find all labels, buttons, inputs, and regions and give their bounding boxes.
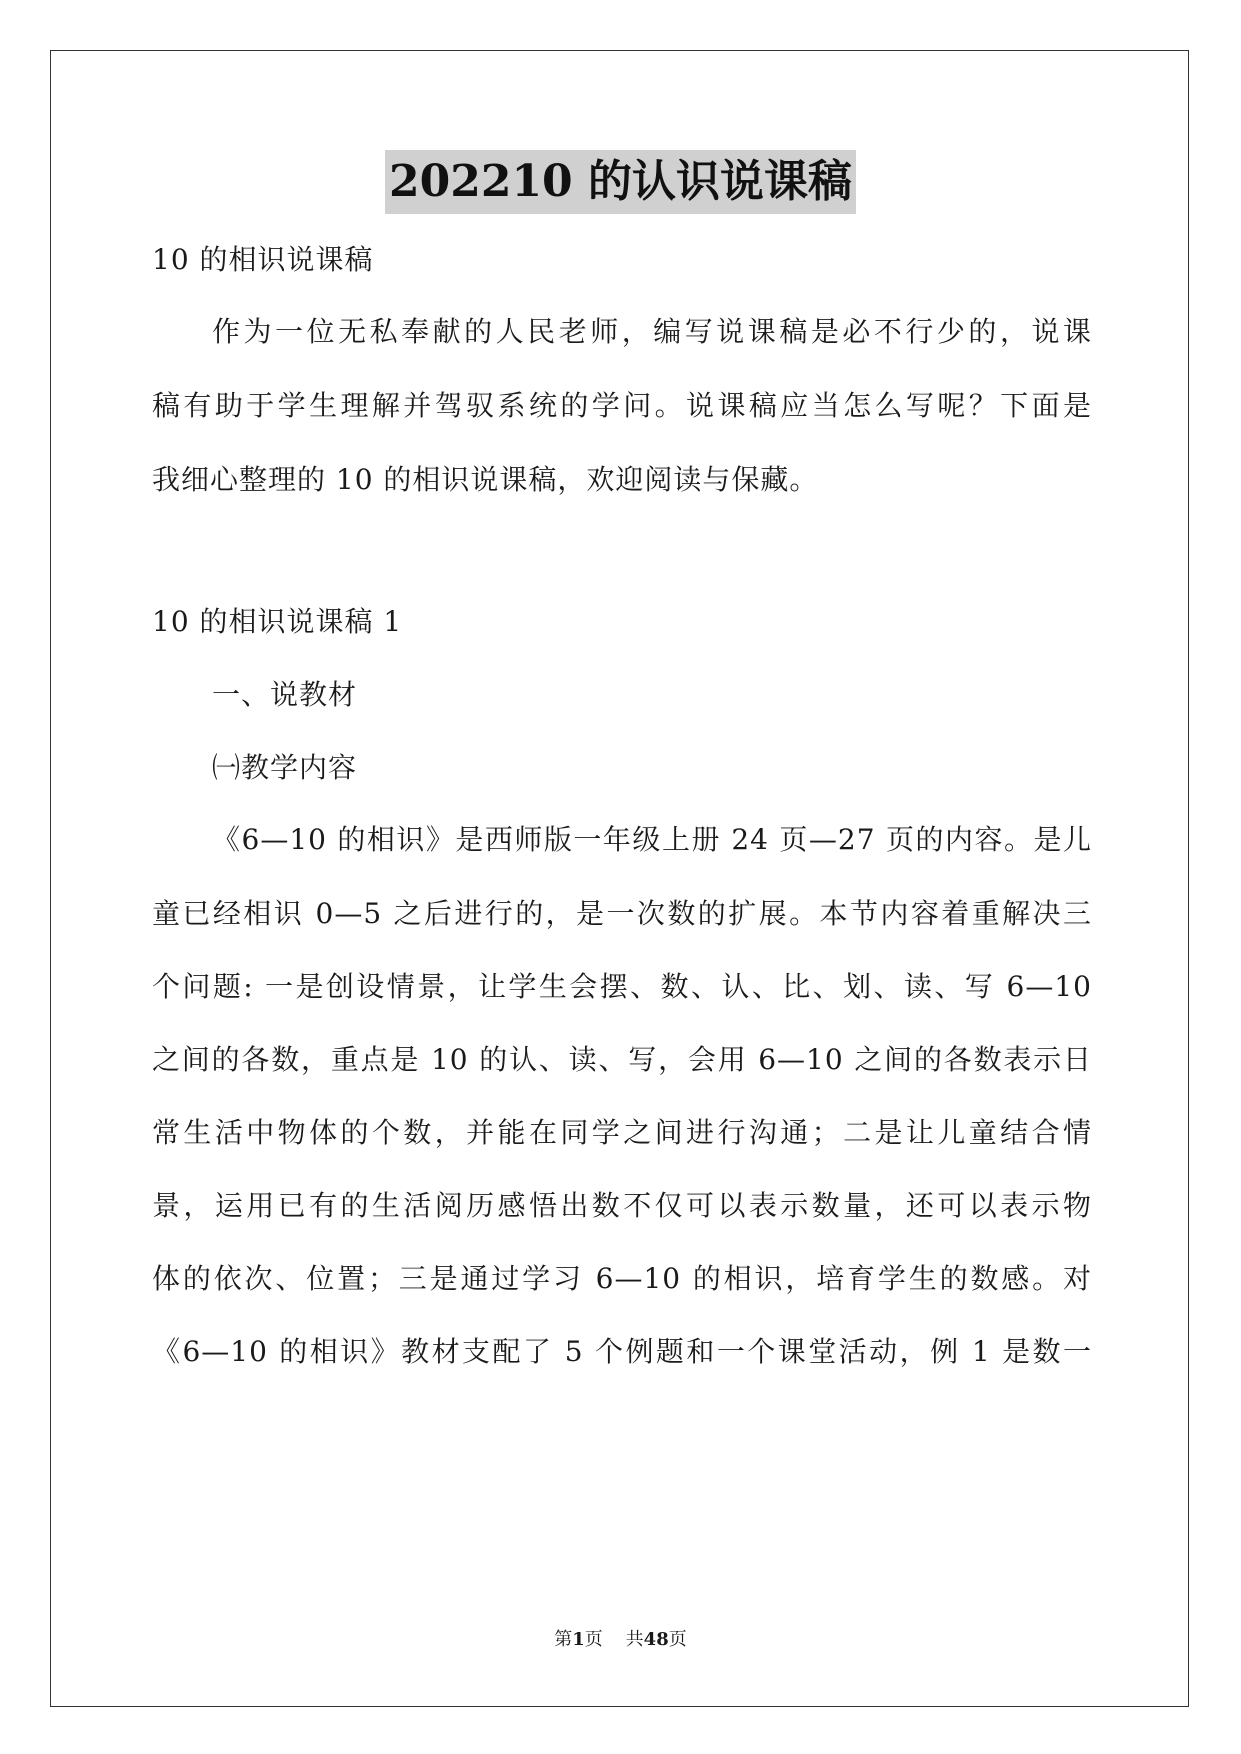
body-line-3: 个问题: 一是创设情景，让学生会摆、数、认、比、划、读、写 6—10: [152, 970, 1092, 1003]
title-container: [0, 150, 1241, 214]
body-line-6: 景，运用已有的生活阅历感悟出数不仅可以表示数量，还可以表示物: [152, 1189, 1092, 1222]
document-title: 202210 的认识说课稿: [385, 150, 856, 214]
body-line-4: 之间的各数，重点是 10 的认、读、写，会用 6—10 之间的各数表示日: [152, 1043, 1092, 1076]
body-line-1: 《6—10 的相识》是西师版一年级上册 24 页—27 页的内容。是儿: [212, 823, 1092, 856]
subtitle: 10 的相识说课稿: [152, 243, 374, 276]
body-line-8: 《6—10 的相识》教材支配了 5 个例题和一个课堂活动，例 1 是数一: [152, 1335, 1092, 1368]
intro-line-1: 作为一位无私奉献的人民老师，编写说课稿是必不行少的，说课: [212, 315, 1092, 348]
footer-page-suffix: 页: [584, 1629, 603, 1650]
section-title: 10 的相识说课稿 1: [152, 605, 403, 638]
body-line-7: 体的依次、位置；三是通过学习 6—10 的相识，培育学生的数感。对: [152, 1262, 1092, 1295]
footer-total-prefix: 共: [625, 1629, 644, 1650]
intro-line-3: 我细心整理的 10 的相识说课稿，欢迎阅读与保藏。: [152, 463, 819, 496]
page-footer: [0, 1625, 1241, 1651]
heading-1: 一、说教材: [212, 678, 358, 711]
page-border: [50, 50, 1189, 1707]
body-line-2: 童已经相识 0—5 之后进行的，是一次数的扩展。本节内容着重解决三: [152, 897, 1092, 930]
body-line-5: 常生活中物体的个数，并能在同学之间进行沟通；二是让儿童结合情: [152, 1116, 1092, 1149]
footer-prefix: 第: [554, 1629, 573, 1650]
footer-total-suffix: 页: [668, 1629, 687, 1650]
intro-line-2: 稿有助于学生理解并驾驭系统的学问。说课稿应当怎么写呢？下面是: [152, 389, 1092, 422]
footer-total-pages: 48: [643, 1629, 669, 1650]
footer-page-number: 1: [572, 1629, 585, 1650]
heading-2: ㈠教学内容: [212, 751, 358, 784]
